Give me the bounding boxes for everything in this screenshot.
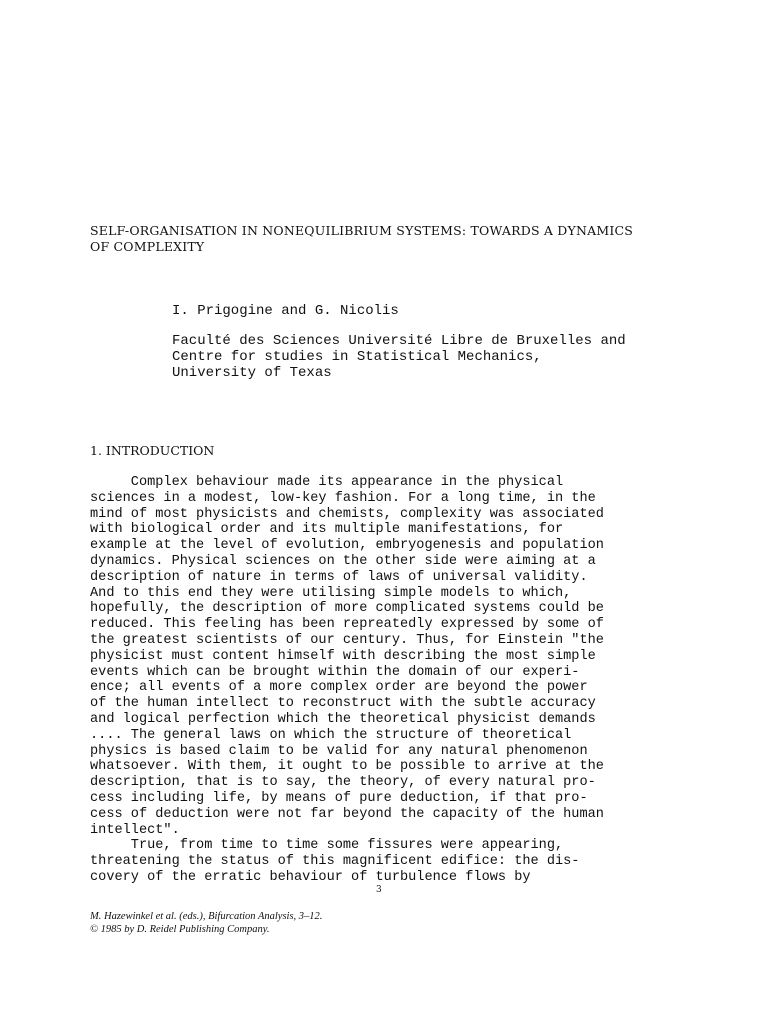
body-line: cess of deduction were not far beyond the capacity of the human [90, 806, 604, 822]
body-line: the greatest scientists of our century. Thus, for Einstein "the [90, 632, 604, 648]
authors: I. Prigogine and G. Nicolis [172, 303, 399, 319]
title-line-1: SELF-ORGANISATION IN NONEQUILIBRIUM SYSTEMS: TOWARDS A DYNAMICS [90, 223, 634, 238]
body-line: sciences in a modest, low-key fashion. For a long time, in the [90, 490, 596, 506]
body-line: physics is based claim to be valid for any natural phenomenon [90, 743, 588, 759]
title-line-2: OF COMPLEXITY [90, 239, 205, 254]
body-line: And to this end they were utilising simple models to which, [90, 585, 572, 601]
page-number: 3 [376, 885, 382, 895]
paper-title [90, 223, 690, 255]
affiliation-line-1: Faculté des Sciences Université Libre de Bruxelles and [172, 333, 626, 349]
body-line: physicist must content himself with describing the most simple [90, 648, 596, 664]
body-line: .... The general laws on which the structure of theoretical [90, 727, 572, 743]
body-line: description, that is to say, the theory, of every natural pro- [90, 775, 596, 791]
body-paragraphs [90, 475, 680, 886]
body-line: True, from time to time some fissures were appearing, [90, 838, 564, 854]
body-line: and logical perfection which the theoretical physicist demands [90, 711, 596, 727]
affiliation-line-3: University of Texas [172, 365, 332, 381]
footer-line-1: M. Hazewinkel et al. (eds.), Bifurcation Analysis, 3–12. [90, 911, 323, 922]
body-line: description of nature in terms of laws of universal validity. [90, 569, 588, 585]
body-line: covery of the erratic behaviour of turbulence flows by [90, 869, 531, 885]
section-heading: 1. INTRODUCTION [90, 443, 215, 458]
body-line: example at the level of evolution, embryogenesis and population [90, 538, 604, 554]
body-line: Complex behaviour made its appearance in the physical [90, 475, 564, 490]
body-line: of the human intellect to reconstruct with the subtle accuracy [90, 696, 596, 712]
affiliation [172, 333, 626, 381]
body-line: mind of most physicists and chemists, complexity was associated [90, 506, 604, 522]
body-line: threatening the status of this magnificent edifice: the dis- [90, 854, 580, 870]
body-line: intellect". [90, 822, 180, 838]
body-line: whatsoever. With them, it ought to be possible to arrive at the [90, 759, 604, 775]
body-line: ence; all events of a more complex order are beyond the power [90, 680, 588, 696]
footer-line-2: © 1985 by D. Reidel Publishing Company. [90, 924, 270, 935]
affiliation-line-2: Centre for studies in Statistical Mechanics, [172, 349, 542, 365]
body-line: with biological order and its multiple manifestations, for [90, 522, 564, 538]
body-line: cess including life, by means of pure deduction, if that pro- [90, 790, 588, 806]
body-line: hopefully, the description of more complicated systems could be [90, 601, 604, 617]
citation-footer [90, 910, 322, 936]
body-line: events which can be brought within the domain of our experi- [90, 664, 580, 680]
body-line: reduced. This feeling has been repreatedly expressed by some of [90, 617, 604, 633]
body-line: dynamics. Physical sciences on the other side were aiming at a [90, 553, 596, 569]
